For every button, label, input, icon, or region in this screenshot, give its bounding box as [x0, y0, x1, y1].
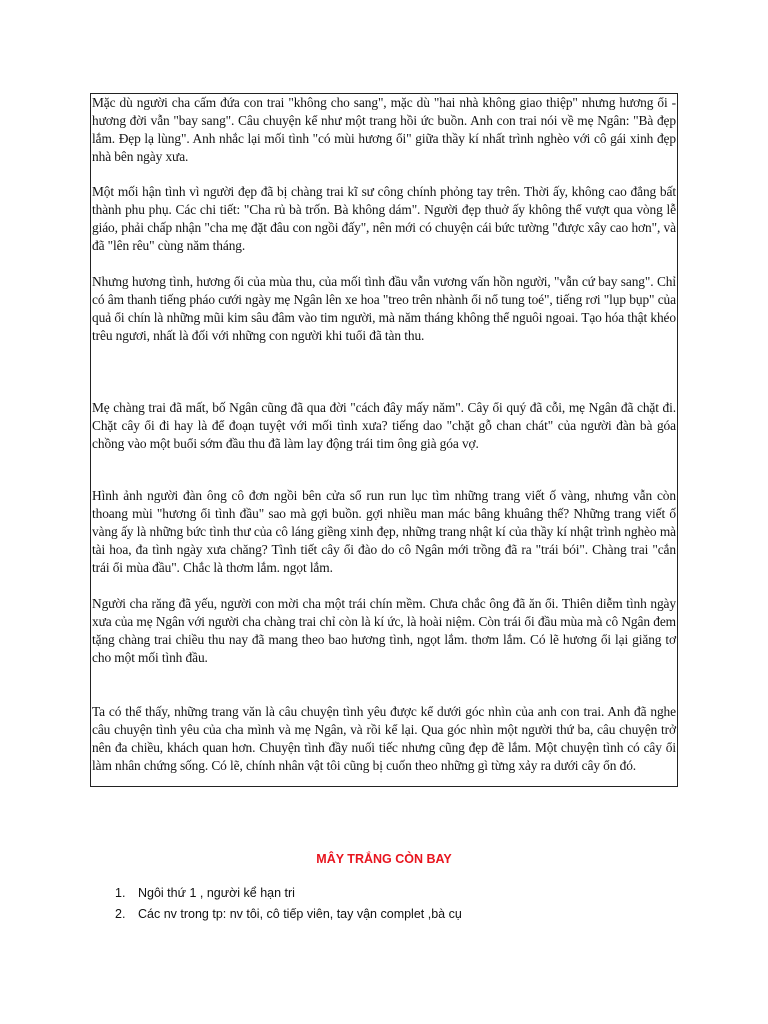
list-item-text: Các nv trong tp: nv tôi, cô tiếp viên, tay vận complet ,bà cụ	[138, 907, 462, 921]
list-item-number: 2.	[115, 907, 126, 921]
paragraph: Một mối hận tình vì người đẹp đã bị chàng trai kĩ sư công chính phỏng tay trên. Thời ấy, không cao đẳng bất thành phu phụ. Các chi tiết: "Cha rủ bà trốn. Bà không dám". Người đẹp thuở ấy không thể vượt qua vòng lễ giáo, phải chấp nhận "cha mẹ đặt đâu con ngồi đấy", nên mới có chuyện cái bức tường "được xây cao hơn", và đã "lên rêu" cùng năm tháng.	[92, 184, 676, 253]
list-item	[115, 905, 462, 926]
list-item	[115, 884, 462, 905]
paragraph: Mặc dù người cha cấm đứa con trai "không cho sang", mặc dù "hai nhà không giao thiệp" nhưng hương ổi - hương đời vẫn "bay sang". Câu chuyện kể như một trang hồi ức buồn. Anh con trai nói về mẹ Ngân: "Bà đẹp lắm. Đẹp lạ lùng". Anh nhắc lại mối tình "có mùi hương ổi" giữa thầy kí nhất trình nghèo với cô gái xinh đẹp nhà bên ngày xưa.	[92, 95, 676, 164]
paragraph: Ta có thể thấy, những trang văn là câu chuyện tình yêu được kể dưới góc nhìn của anh con trai. Anh đã nghe câu chuyện tình yêu của cha mình và mẹ Ngân, và rồi kể lại. Qua góc nhìn một người thứ ba, câu chuyện trở nên đa chiều, khách quan hơn. Chuyện tình đầy nuối tiếc nhưng cũng đẹp đẽ lắm. Một chuyện tình có cây ổi làm nhân chứng sống. Có lẽ, chính nhân vật tôi cũng bị cuốn theo những gì từng xảy ra dưới cây ổn đó.	[92, 704, 676, 773]
paragraph: Mẹ chàng trai đã mất, bố Ngân cũng đã qua đời "cách đây mấy năm". Cây ổi quý đã cỗi, mẹ Ngân đã chặt đi. Chặt cây ổi đi hay là để đoạn tuyệt với mối tình xưa? tiếng dao "chặt gỗ chan chát" của người đàn bà góa chồng vào một buổi sớm đầu thu đã làm lay động trái tim ông già góa vợ.	[92, 400, 676, 451]
numbered-list	[115, 884, 462, 926]
section-title: MÂY TRẮNG CÒN BAY	[316, 852, 452, 866]
list-item-number: 1.	[115, 886, 126, 900]
paragraph: Nhưng hương tình, hương ổi của mùa thu, của mối tình đầu vẫn vương vấn hồn người, "vẫn cứ bay sang". Chỉ có âm thanh tiếng pháo cưới ngày mẹ Ngân lên xe hoa "treo trên nhành ổi nổ tung toé", tiếng rơi "lụp bụp" của quả ổi chín là những mũi kim sâu đâm vào tim người, mà năm tháng không thể nguôi ngoai. Tạo hóa thật khéo trêu ngươi, nhất là đối với những con người khi tuổi đã tàn thu.	[92, 274, 676, 343]
paragraph: Người cha răng đã yếu, người con mời cha một trái chín mềm. Chưa chắc ông đã ăn ổi. Thiên diễm tình ngày xưa của mẹ Ngân với người cha chàng trai chỉ còn là kí ức, là hoài niệm. Còn trái ổi đầu mùa mà cô Ngân đem tặng chàng trai chiều thu nay đã mang theo bao hương tình, ngọt lắm. thơm lắm. Có lẽ hương ổi lại giăng tơ cho một mối tình đầu.	[92, 596, 676, 665]
essay-text-box	[90, 93, 678, 787]
paragraph: Hình ảnh người đàn ông cô đơn ngồi bên cửa sổ run run lục tìm những trang viết ố vàng, nhưng vẫn còn thoang mùi "hương ổi tình đầu" sao mà gợi buồn. gợi nhiều man mác bâng khuâng thế? Những trang viết ố vàng ấy là những bức tình thư của cô láng giềng xinh đẹp, những trang nhật kí của thầy kí nhật trình nghèo mà tài hoa, đa tình ngày xưa chăng? Tình tiết cây ổi đào do cô Ngân mới trồng đã ra "trái bói". Chàng trai "cắn trái ổi mùa đầu". Chắc là thơm lắm. ngọt lắm.	[92, 488, 676, 575]
list-item-text: Ngôi thứ 1 , người kể hạn tri	[138, 886, 295, 900]
